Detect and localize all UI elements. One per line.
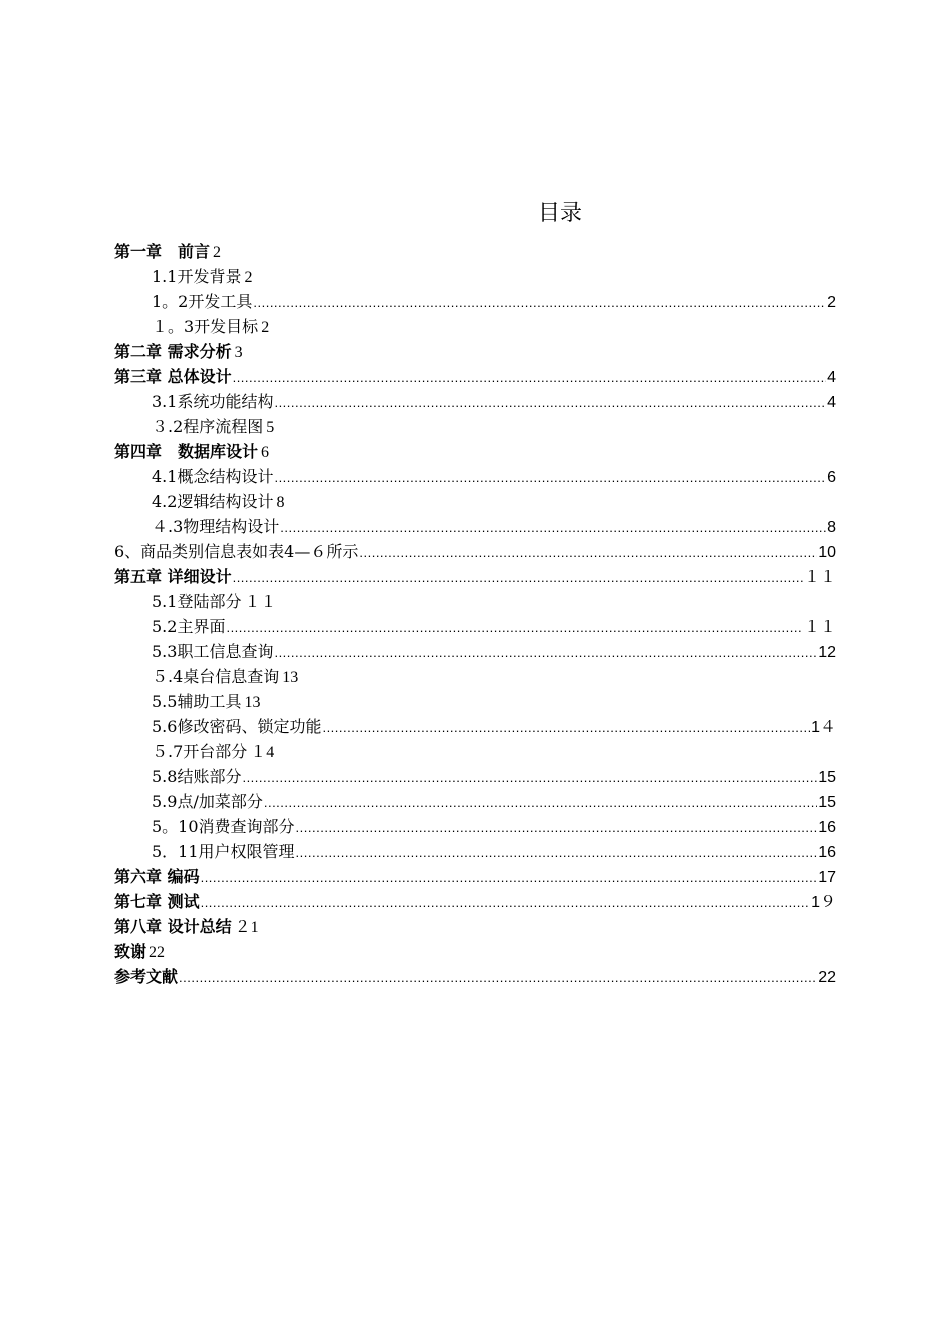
toc-dot-leader: [242, 765, 817, 790]
toc-entry-page: 12: [818, 644, 836, 661]
toc-entry[interactable]: [114, 439, 836, 464]
toc-entry-page: １4: [250, 744, 275, 761]
toc-entry-page: 2: [827, 294, 836, 311]
toc-dot-leader: [296, 840, 818, 865]
toc-entry-page: ２1: [234, 919, 259, 936]
toc-entry-page: 16: [818, 844, 836, 861]
table-of-contents: [114, 239, 836, 989]
toc-dot-leader: [274, 390, 826, 415]
toc-entry-page: 15: [818, 769, 836, 786]
toc-entry[interactable]: [114, 814, 836, 839]
toc-entry[interactable]: [114, 664, 836, 689]
toc-entry[interactable]: [114, 239, 836, 264]
toc-entry-page: 1４: [811, 719, 836, 736]
toc-entry-page: 1９: [811, 894, 836, 911]
toc-entry[interactable]: [114, 864, 836, 889]
toc-entry-label: 5.2主界面: [152, 617, 226, 636]
toc-dot-leader: [280, 515, 826, 540]
toc-dot-leader: [296, 815, 818, 840]
toc-entry-page: 3: [234, 344, 243, 361]
toc-dot-leader: [264, 790, 817, 815]
toc-entry-label: 第八章 设计总结: [114, 917, 232, 936]
toc-dot-leader: [322, 715, 810, 740]
toc-entry-label: 5.1登陆部分: [152, 592, 242, 611]
toc-entry-page: 16: [818, 819, 836, 836]
toc-dot-leader: [233, 565, 803, 590]
toc-entry-label: 第三章 总体设计: [114, 367, 232, 386]
toc-entry-page: 2: [244, 269, 253, 286]
toc-entry[interactable]: [114, 289, 836, 314]
toc-entry-page: 13: [244, 694, 261, 711]
toc-entry[interactable]: [114, 314, 836, 339]
toc-entry-label: ５.4桌台信息查询: [152, 667, 280, 686]
toc-entry-page: 4: [827, 394, 836, 411]
toc-entry[interactable]: [114, 414, 836, 439]
toc-entry-page: 15: [818, 794, 836, 811]
toc-entry-label: 5.9点/加菜部分: [152, 792, 263, 811]
toc-entry-label: 4.1概念结构设计: [152, 467, 274, 486]
toc-entry-label: ５.7开台部分: [152, 742, 248, 761]
toc-entry-page: 13: [282, 669, 299, 686]
toc-entry-label: 5.5辅助工具: [152, 692, 242, 711]
toc-entry-page: 8: [276, 494, 285, 511]
toc-entry-label: 6、商品类别信息表如表4—６所示: [114, 542, 359, 561]
toc-entry-label: 第四章 数据库设计: [114, 442, 259, 461]
toc-entry[interactable]: [114, 964, 836, 989]
toc-entry-label: 第六章 编码: [114, 867, 200, 886]
toc-entry[interactable]: [114, 739, 836, 764]
toc-entry-label: 1。2开发工具: [152, 292, 253, 311]
toc-entry-page: 22: [149, 944, 166, 961]
toc-entry[interactable]: [114, 914, 836, 939]
toc-dot-leader: [201, 865, 818, 890]
toc-entry[interactable]: [114, 639, 836, 664]
toc-entry-page: 2: [261, 319, 270, 336]
toc-entry[interactable]: [114, 339, 836, 364]
toc-entry-label: 第五章 详细设计: [114, 567, 232, 586]
toc-entry-label: 参考文献: [114, 967, 179, 986]
toc-entry-page: 4: [827, 369, 836, 386]
toc-entry-page: 10: [818, 544, 836, 561]
toc-entry[interactable]: [114, 464, 836, 489]
toc-entry-label: 第二章 需求分析: [114, 342, 232, 361]
toc-entry-label: 5。10消费查询部分: [152, 817, 295, 836]
toc-entry-label: 5．11用户权限管理: [152, 842, 295, 861]
toc-dot-leader: [274, 640, 817, 665]
toc-entry-page: 8: [827, 519, 836, 536]
toc-dot-leader: [274, 465, 826, 490]
toc-entry-label: 致谢: [114, 942, 147, 961]
toc-entry[interactable]: [114, 889, 836, 914]
toc-entry-label: 4.2逻辑结构设计: [152, 492, 274, 511]
toc-entry[interactable]: [114, 614, 836, 639]
toc-entry[interactable]: [114, 539, 836, 564]
toc-entry[interactable]: [114, 489, 836, 514]
toc-entry-page: 5: [266, 419, 275, 436]
toc-dot-leader: [179, 965, 817, 990]
toc-entry-page: 6: [261, 444, 270, 461]
toc-entry-label: 5.3职工信息查询: [152, 642, 274, 661]
toc-entry-page: 22: [818, 969, 836, 986]
toc-entry-label: ４.3物理结构设计: [152, 517, 280, 536]
toc-entry[interactable]: [114, 589, 836, 614]
toc-entry-page: １１: [803, 619, 836, 636]
toc-entry[interactable]: [114, 564, 836, 589]
toc-entry[interactable]: [114, 364, 836, 389]
toc-entry-label: ３.2程序流程图: [152, 417, 264, 436]
toc-entry-page: 6: [827, 469, 836, 486]
toc-dot-leader: [253, 290, 826, 315]
toc-dot-leader: [201, 890, 811, 915]
toc-dot-leader: [233, 365, 827, 390]
toc-entry-label: 5.6修改密码、锁定功能: [152, 717, 322, 736]
toc-entry-label: 1.1开发背景: [152, 267, 242, 286]
toc-entry[interactable]: [114, 514, 836, 539]
toc-entry[interactable]: [114, 839, 836, 864]
toc-entry[interactable]: [114, 764, 836, 789]
toc-entry-label: 第一章 前言: [114, 242, 211, 261]
toc-entry-page: １１: [803, 569, 836, 586]
toc-entry-label: 5.8结账部分: [152, 767, 242, 786]
toc-entry[interactable]: [114, 264, 836, 289]
toc-dot-leader: [226, 615, 803, 640]
toc-entry-page: 2: [213, 244, 222, 261]
toc-entry-page: １１: [244, 594, 277, 611]
toc-entry[interactable]: [114, 714, 836, 739]
toc-dot-leader: [359, 540, 817, 565]
toc-entry-label: 第七章 测试: [114, 892, 200, 911]
toc-entry[interactable]: [114, 789, 836, 814]
toc-entry-page: 17: [818, 869, 836, 886]
toc-entry-label: 3.1系统功能结构: [152, 392, 274, 411]
toc-entry[interactable]: [114, 939, 836, 964]
toc-entry[interactable]: [114, 689, 836, 714]
toc-entry-label: １。3开发目标: [152, 317, 259, 336]
toc-title: 目录: [537, 201, 582, 226]
toc-entry[interactable]: [114, 389, 836, 414]
